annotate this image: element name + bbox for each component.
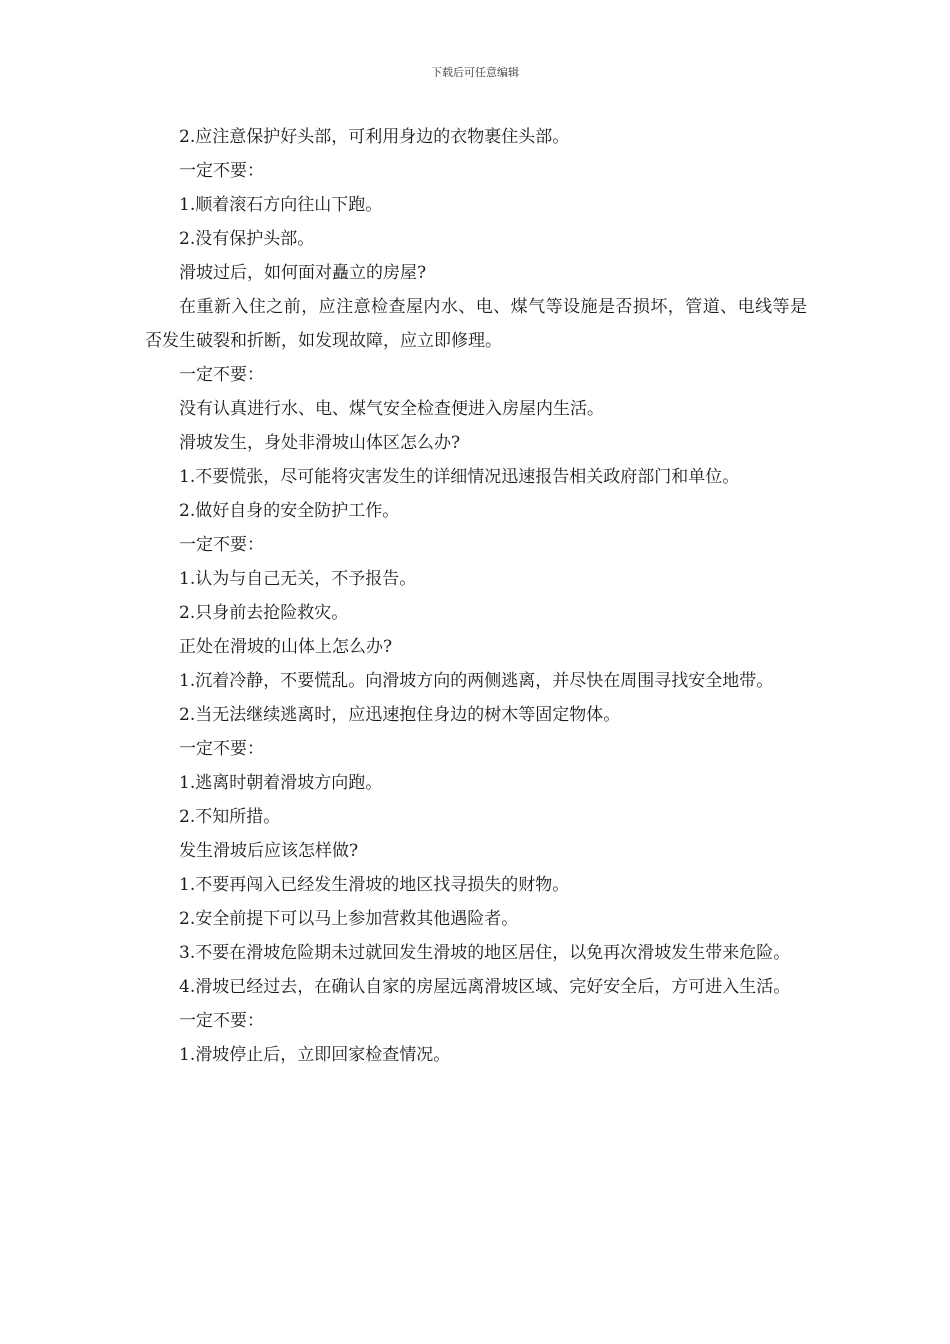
paragraph: 2.当无法继续逃离时，应迅速抱住身边的树木等固定物体。 <box>179 705 621 725</box>
paragraph: 2.应注意保护好头部，可利用身边的衣物裹住头部。 <box>179 127 570 147</box>
paragraph: 2.没有保护头部。 <box>179 229 315 249</box>
paragraph: 2.安全前提下可以马上参加营救其他遇险者。 <box>179 909 519 929</box>
paragraph: 4.滑坡已经过去，在确认自家的房屋远离滑坡区域、完好安全后，方可进入生活。 <box>179 977 791 997</box>
paragraph: 1.认为与自己无关，不予报告。 <box>179 569 417 589</box>
paragraph: 没有认真进行水、电、煤气安全检查便进入房屋内生活。 <box>179 399 604 419</box>
paragraph: 滑坡发生，身处非滑坡山体区怎么办? <box>179 433 461 453</box>
paragraph: 1.滑坡停止后，立即回家检查情况。 <box>179 1045 451 1065</box>
paragraph: 一定不要： <box>179 739 264 759</box>
paragraph: 正处在滑坡的山体上怎么办? <box>179 637 393 657</box>
paragraph: 一定不要： <box>179 365 264 385</box>
paragraph: 一定不要： <box>179 1011 264 1031</box>
document-body <box>145 120 807 1072</box>
paragraph: 1.沉着冷静，不要慌乱。向滑坡方向的两侧逃离，并尽快在周围寻找安全地带。 <box>179 671 774 691</box>
paragraph: 2.不知所措。 <box>179 807 281 827</box>
paragraph: 发生滑坡后应该怎样做? <box>179 841 359 861</box>
paragraph: 1.顺着滚石方向往山下跑。 <box>179 195 383 215</box>
paragraph: 2.做好自身的安全防护工作。 <box>179 501 400 521</box>
paragraph: 2.只身前去抢险救灾。 <box>179 603 349 623</box>
paragraph: 滑坡过后，如何面对矗立的房屋? <box>179 263 427 283</box>
paragraph: 一定不要： <box>179 535 264 555</box>
paragraph: 3.不要在滑坡危险期未过就回发生滑坡的地区居住，以免再次滑坡发生带来危险。 <box>179 943 791 963</box>
paragraph: 一定不要： <box>179 161 264 181</box>
paragraph: 在重新入住之前，应注意检查屋内水、电、煤气等设施是否损坏，管道、电线等是否发生破裂和折断，如发现故障，应立即修理。 <box>145 297 807 351</box>
paragraph: 1.逃离时朝着滑坡方向跑。 <box>179 773 383 793</box>
paragraph: 1.不要慌张，尽可能将灾害发生的详细情况迅速报告相关政府部门和单位。 <box>179 467 740 487</box>
paragraph: 1.不要再闯入已经发生滑坡的地区找寻损失的财物。 <box>179 875 570 895</box>
page-header: 下载后可任意编辑 <box>431 66 519 79</box>
